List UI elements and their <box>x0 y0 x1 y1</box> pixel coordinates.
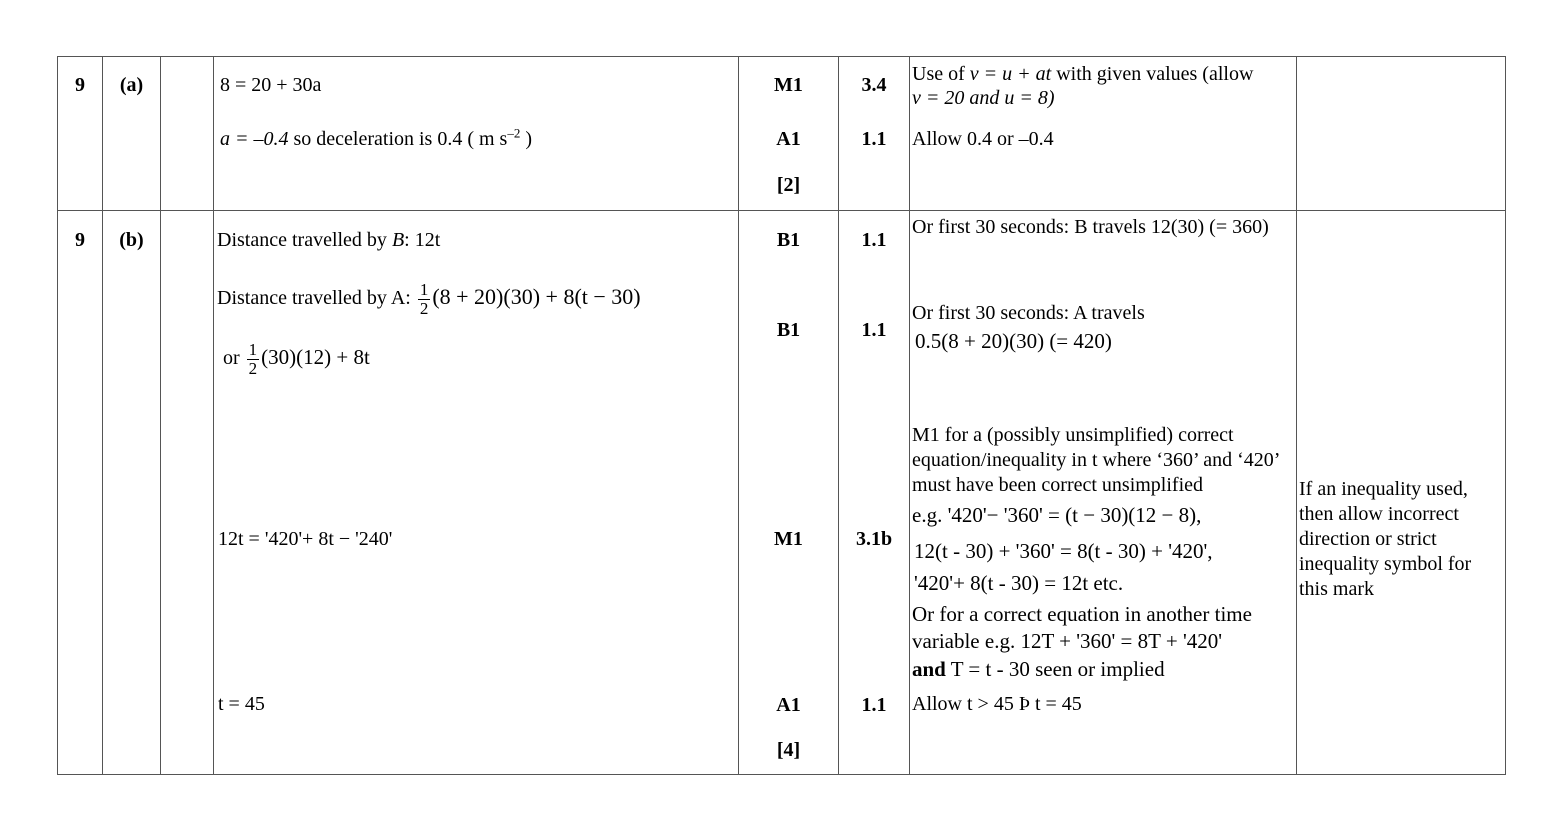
guidance-line-2: Or first 30 seconds: A travels <box>912 302 1145 324</box>
notes-cell <box>1297 211 1506 775</box>
subpart-cell <box>161 211 214 775</box>
answer-line-2-alt: or $\frac{1}{2}$ (30)(12) + 8t <box>223 339 370 378</box>
mark-b1: B1 <box>776 229 801 251</box>
mark-m1: M1 <box>774 528 803 550</box>
ao-line-4: 1.1 <box>861 694 887 716</box>
guidance-line-3: M1 for a (possibly unsimplified) correct equation/inequality in t where ‘360’ and ‘420’ must have been correct unsimplified <box>912 424 1279 496</box>
guidance-cell <box>910 57 1297 211</box>
ao-line-2: 1.1 <box>861 128 887 150</box>
marks-cell <box>739 211 839 775</box>
mark-a1: A1 <box>776 694 801 716</box>
question-number-cell <box>58 211 103 775</box>
guidance-line-3-condition: and T = t - 30 seen or implied <box>912 657 1165 681</box>
question-number: 9 <box>75 229 85 251</box>
question-number: 9 <box>75 74 85 96</box>
answer-cell <box>214 57 739 211</box>
answer-line-3: 12t = '420'+ 8t − '240' <box>218 528 393 550</box>
question-number-cell <box>58 57 103 211</box>
guidance-line-1: Use of v = u + at with given values (allow <box>912 63 1254 85</box>
answer-line-1: 8 = 20 + 30a <box>220 74 322 96</box>
guidance-line-1-cont: v = 20 and u = 8) <box>912 87 1055 109</box>
answer-cell <box>214 211 739 775</box>
subpart-cell <box>161 57 214 211</box>
answer-line-2: a = –0.4 so deceleration is 0.4 ( m $s^{-2}$ ) <box>220 125 533 150</box>
ao-line-1: 3.4 <box>861 74 887 96</box>
mark-a1: A1 <box>776 128 801 150</box>
notes-cell <box>1297 57 1506 211</box>
fraction-half: $\frac{1}{2}$ <box>419 279 429 318</box>
guidance-line-2-formula: 0.5(8 + 20)(30) (= 420) <box>915 329 1112 353</box>
answer-line-2: Distance travelled by A: $\frac{1}{2}$ (8 + 20)(30) + 8(t − 30) <box>217 279 641 318</box>
ao-cell <box>839 57 910 211</box>
guidance-line-2: Allow 0.4 or –0.4 <box>912 128 1054 150</box>
part-label-cell <box>103 211 161 775</box>
ao-line-1: 1.1 <box>861 229 887 251</box>
mark-m1: M1 <box>774 74 803 96</box>
guidance-line-3-example-1: e.g. '420'− '360' = (t − 30)(12 − 8), <box>912 503 1202 527</box>
fraction-half-alt: $\frac{1}{2}$ <box>248 339 258 378</box>
inequality-note: If an inequality used, then allow incorrect direction or strict inequality symbol for this mark <box>1299 478 1472 600</box>
guidance-line-3-example-3: '420'+ 8(t - 30) = 12t etc. <box>914 571 1124 595</box>
mark-scheme-table <box>57 56 1506 775</box>
guidance-line-4: Allow t > 45 Þ t = 45 <box>912 693 1082 715</box>
mark-total: [4] <box>776 739 801 761</box>
guidance-line-3-example-2: 12(t - 30) + '360' = 8(t - 30) + '420', <box>914 539 1213 563</box>
answer-line-4: t = 45 <box>218 693 265 715</box>
part-label: (a) <box>119 74 144 96</box>
ao-cell <box>839 211 910 775</box>
guidance-cell <box>910 211 1297 775</box>
part-label: (b) <box>119 229 144 251</box>
part-label-cell <box>103 57 161 211</box>
row-part-a <box>58 57 1506 211</box>
guidance-line-3-alt: Or for a correct equation in another time variable e.g. 12T + '360' = 8T + '420' <box>912 602 1252 653</box>
marks-cell <box>739 57 839 211</box>
mark-b1-second: B1 <box>776 319 801 341</box>
guidance-line-1: Or first 30 seconds: B travels 12(30) (= 360) <box>912 216 1269 238</box>
row-part-b <box>58 211 1506 775</box>
mark-total: [2] <box>776 174 801 196</box>
ao-line-2: 1.1 <box>861 319 887 341</box>
answer-line-1: Distance travelled by B: 12t <box>217 229 441 251</box>
ao-line-3: 3.1b <box>855 528 893 550</box>
